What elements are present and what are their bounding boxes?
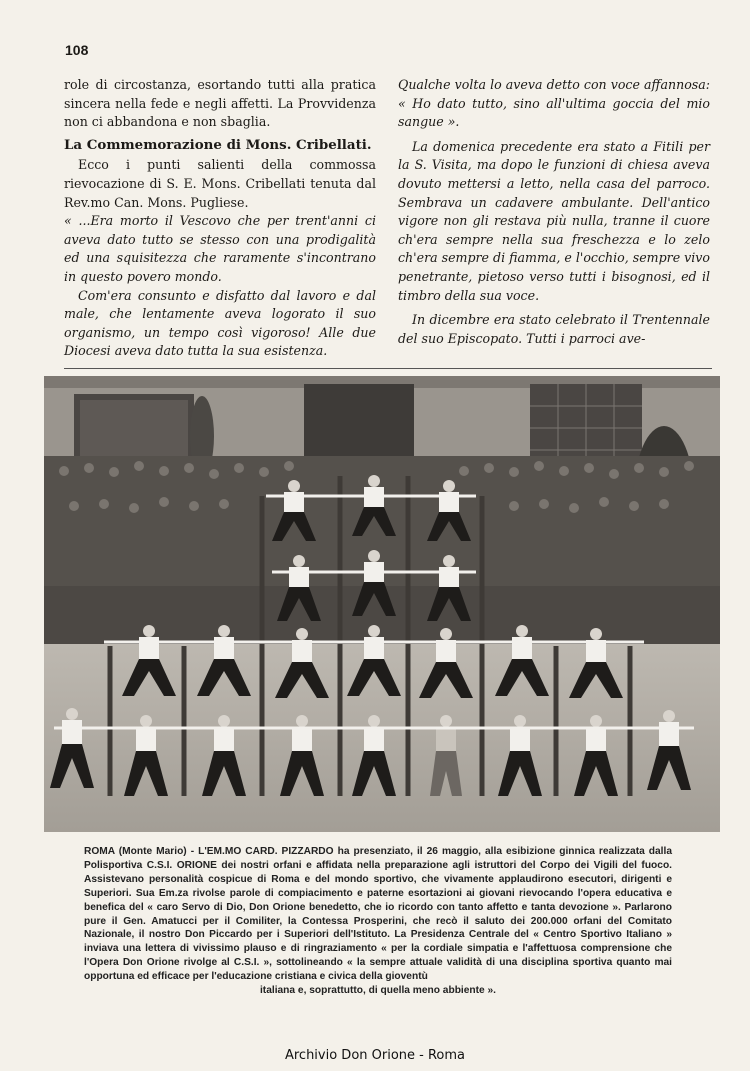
divider-rule bbox=[64, 368, 712, 369]
right-paragraph-2: La domenica precedente era stato a Fitili per la S. Visita, ma dopo le funzioni di chiesa aveva dovuto mettersi a letto, nella casa del parroco. Sembrava un cadavere ambulante. Dell'antico vigore non gli restava più nulla, tranne il cuore ch'era sempre nella sua freschezza e lo zelo ch'era sempre di fiamma, e l'occhio, sempre vivo penetrante, pietoso verso tutti i bisognosi, ed il timbro della sua voce. bbox=[398, 138, 711, 303]
left-column bbox=[64, 76, 376, 361]
right-paragraph-3: In dicembre era stato celebrato il Trentennale del suo Episcopato. Tutti i parroci ave- bbox=[398, 312, 710, 346]
left-paragraph-3: « ...Era morto il Vescovo che per trent'anni ci aveva dato tutto se stesso con una prodigalità ed una squisitezza che raramente s'incontrano in questo povero mondo. bbox=[64, 213, 376, 284]
left-paragraph-1: role di circostanza, esortando tutti alla pratica sincera nella fede e negli affetti. La Provvidenza non ci abbandona e non sbaglia. bbox=[64, 77, 376, 130]
left-paragraph-2: Ecco i punti salienti della commossa rievocazione di S. E. Mons. Cribellati tenuta dal Rev.mo Can. Mons. Pugliese. bbox=[64, 157, 376, 210]
right-column bbox=[398, 76, 710, 348]
caption-text: ha presenziato, il 26 maggio, alla esibizione ginnica realizzata dalla Polisportiva C.S.I. ORIONE dei nostri orfani e affidata nella preparazione agli istruttori del Corpo dei Vigili del fuoco. Assistevano personalità cospicue di Roma e del mondo sportivo, che vivamente applaudirono esecutori, dirigenti e Superiori. Sua Em.za rivolse parole di compiacimento e paterne esortazioni ai giovani rievocando l'opera educativa e benefica del « caro Servo di Dio, Don Orione benedetto, che io ricordo con tanto affetto e tanta devozione ». Parlarono pure il Gen. Amatucci per il Comiliter, la Contessa Prosperini, che recò il saluto dei 200.000 orfani del Comitato Nazionale, il nostro Don Piccardo per i Superiori dell'Istituto. La Presidenza Centrale del « Centro Sportivo Italiano » inviava una lettera di vivissimo plauso e di ringraziamento « per la cordiale simpatia e l'affettuosa comprensione che l'Opera Don Orione rivolge al C.S.I. », sottolineando « la sempre attuale validità di una disciplina sportiva quanto mai opportuna ed efficace per l'educazione cristiana e civica della gioventù bbox=[84, 846, 672, 983]
gymnastics-photo bbox=[44, 376, 720, 832]
page-number: 108 bbox=[65, 42, 89, 58]
photo-caption bbox=[84, 845, 672, 998]
caption-place: ROMA (Monte Mario) - L'EM.MO CARD. PIZZARDO bbox=[84, 846, 334, 857]
left-paragraph-4: Com'era consunto e disfatto dal lavoro e dal male, che lentamente aveva logorato il suo organismo, un tempo così vigoroso! Alle due Diocesi aveva dato tutta la sua esistenza. bbox=[64, 287, 376, 359]
right-paragraph-1: Qualche volta lo aveva detto con voce affannosa: « Ho dato tutto, sino all'ultima goccia del mio sangue ». bbox=[398, 77, 710, 130]
caption-last-line: italiana e, soprattutto, di quella meno abbiente ». bbox=[259, 985, 497, 997]
archive-footer: Archivio Don Orione - Roma bbox=[284, 1048, 466, 1063]
section-heading: La Commemorazione di Mons. Cribellati. bbox=[64, 136, 372, 153]
